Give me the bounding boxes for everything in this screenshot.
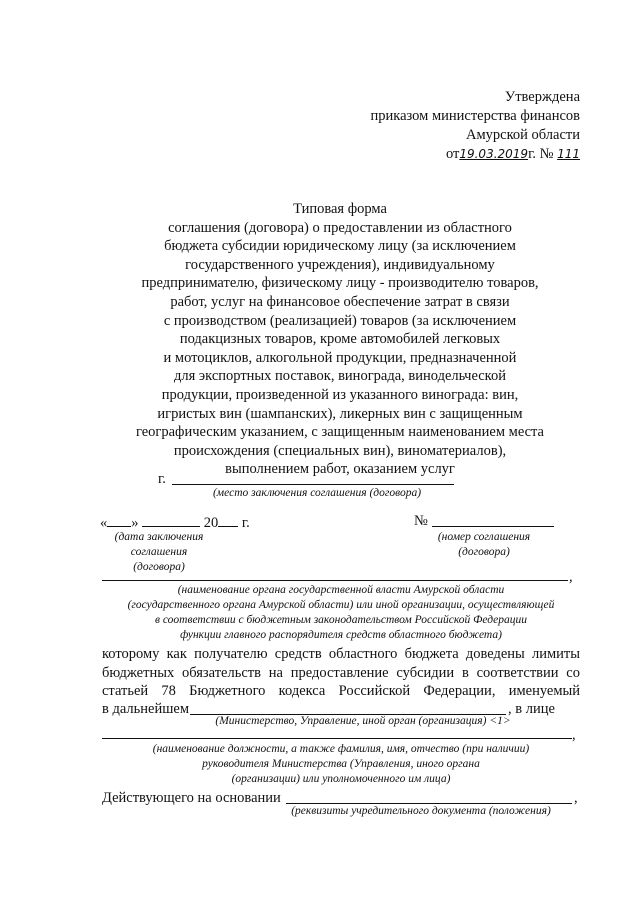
number-note-line: (номер соглашения	[437, 531, 531, 543]
date-note	[104, 530, 214, 575]
organ-field-line[interactable]	[102, 580, 568, 581]
body-paragraph	[102, 645, 580, 701]
ministry-note: (Министерство, Управление, иной орган (организация) <1>	[215, 715, 511, 727]
approval-line-1: Утверждена	[504, 89, 580, 105]
title-line: бюджета субсидии юридическому лицу (за исключением	[164, 238, 516, 255]
title-line: и мотоциклов, алкогольной продукции, предназначенной	[163, 349, 517, 366]
official-note-line: (наименование должности, а также фамилия, имя, отчество (при наличии)	[152, 743, 530, 755]
approval-date-prefix: от	[445, 146, 460, 162]
approval-block	[371, 88, 581, 164]
year-suffix: г.	[241, 515, 250, 531]
quote-open: «	[100, 515, 108, 531]
year-field[interactable]	[218, 512, 238, 527]
approval-line-2: приказом министерства финансов	[370, 108, 580, 124]
date-note-line: соглашения (договора)	[130, 546, 188, 573]
organ-note-line: (наименование органа государственной власти Амурской области	[177, 584, 505, 596]
official-note-line: (организации) или уполномоченного им лица)	[231, 773, 451, 785]
title-line: происхождения (специальных вин), виноматериалов),	[173, 442, 507, 459]
official-comma: ,	[572, 727, 576, 743]
number-sign: №	[414, 513, 428, 529]
year-prefix: 20	[203, 515, 219, 531]
title-line: соглашения (договора) о предоставлении из областного	[168, 219, 512, 236]
further-suffix: , в лице	[508, 701, 555, 717]
number-field-line[interactable]	[432, 526, 554, 527]
number-note	[430, 530, 538, 560]
quote-close: »	[131, 515, 139, 531]
basis-comma: ,	[574, 790, 578, 806]
title-line: для экспортных поставок, винограда, винодельческой	[174, 368, 506, 385]
date-note-line: (дата заключения	[114, 531, 204, 543]
title-line: предпринимателю, физическому лицу - производителю товаров,	[141, 275, 539, 292]
place-field-line[interactable]	[172, 484, 454, 485]
title-line: с производством (реализацией) товаров (за исключением	[163, 312, 517, 329]
organ-note-line: (государственного органа Амурской области) или иной организации, осуществляющей	[127, 599, 555, 611]
body-line: которому как получателю средств областного бюджета доведены лимиты	[102, 646, 580, 662]
organ-note	[102, 583, 580, 643]
title-line: продукции, произведенной из указанного винограда: вин,	[161, 386, 519, 403]
title-line: выполнением работ, оказанием услуг	[225, 461, 455, 478]
title-line: географическим указанием, с защищенным наименованием места	[135, 424, 544, 441]
approval-number-label: г. №	[528, 146, 554, 162]
title-line: работ, услуг на финансовое обеспечение затрат в связи	[170, 293, 510, 310]
basis-prefix: Действующего на основании	[102, 790, 281, 806]
basis-note: (реквизиты учредительного документа (положения)	[291, 805, 551, 817]
body-line: бюджетных обязательств на предоставление субсидии в соответствии со	[102, 664, 580, 681]
place-note: (место заключения соглашения (договора)	[212, 487, 422, 499]
basis-row	[102, 789, 281, 807]
place-prefix: г.	[158, 471, 166, 487]
approval-line-3: Амурской области	[466, 127, 580, 143]
approval-date-handwritten: 19.03.2019	[459, 147, 529, 161]
date-row	[100, 512, 250, 532]
approval-number-handwritten: 111	[557, 147, 580, 161]
organ-note-line: в соответствии с бюджетным законодательством Российской Федерации	[154, 614, 528, 626]
organ-comma: ,	[569, 569, 573, 585]
month-field[interactable]	[142, 512, 200, 527]
official-note	[102, 742, 580, 787]
further-row	[102, 700, 189, 718]
title-line: игристых вин (шампанских), ликерных вин с защищенным	[157, 405, 523, 422]
title-line: государственного учреждения), индивидуальному	[185, 256, 495, 273]
day-field[interactable]	[107, 512, 131, 527]
further-prefix: в дальнейшем	[102, 701, 189, 717]
organ-note-line: функции главного распорядителя средств областного бюджета)	[180, 629, 502, 641]
form-heading: Типовая форма	[293, 201, 387, 217]
title-line: подакцизных товаров, кроме автомобилей легковых	[179, 331, 501, 348]
number-note-line: (договора)	[458, 546, 510, 558]
place-row	[158, 470, 166, 488]
body-line: статьей 78 Бюджетного кодекса Российской Федерации, именуемый	[102, 683, 580, 699]
number-row	[414, 512, 428, 530]
approval-date-line	[371, 145, 581, 164]
form-title	[100, 200, 580, 479]
official-field-line[interactable]	[102, 738, 572, 739]
official-note-line: руководителя Министерства (Управления, иного органа	[202, 758, 480, 770]
